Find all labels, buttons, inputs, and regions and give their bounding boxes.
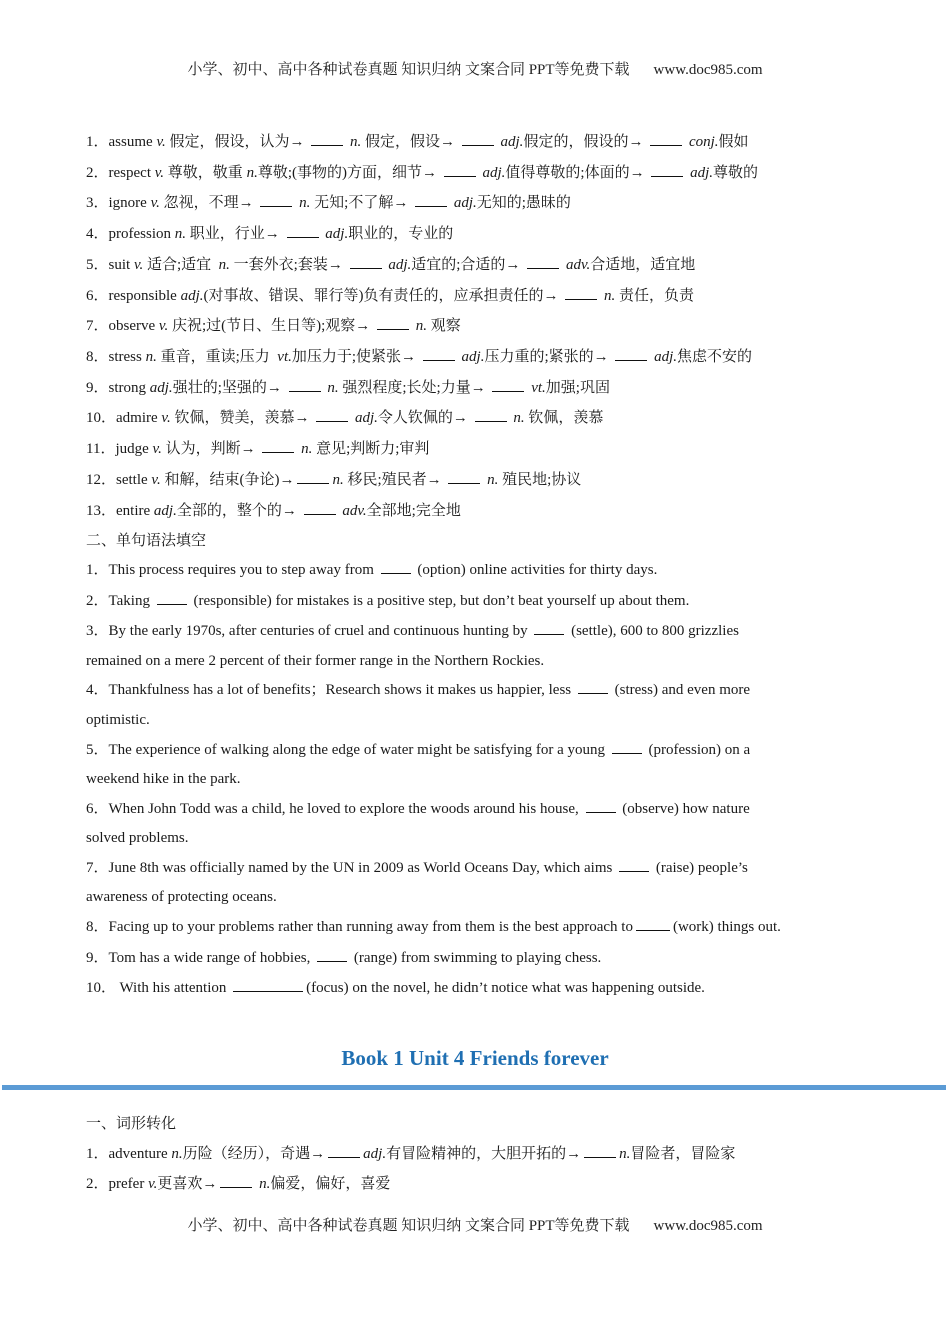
answer-blank[interactable] <box>423 348 455 361</box>
page-header <box>0 58 950 79</box>
answer-blank[interactable] <box>527 256 559 269</box>
grammar-item: 7．June 8th was officially named by the UN in 2009 as World Oceans Day, which aims (raise) people’s <box>86 860 748 876</box>
answer-blank[interactable] <box>233 979 303 992</box>
answer-blank[interactable] <box>448 471 480 484</box>
answer-blank[interactable] <box>157 592 187 605</box>
word-form-item: 11．judge v. 认为，判断→ n. 意见;判断力;审判 <box>86 441 430 457</box>
grammar-item: 4．Thankfulness has a lot of benefits；Research shows it makes us happier, less (stress) and even more <box>86 682 751 698</box>
answer-blank[interactable] <box>350 256 382 269</box>
header-url[interactable]: www.doc985.com <box>653 62 763 78</box>
word-form-item: 12．settle v. 和解，结束(争论)→ n. 移民;殖民者→ n. 殖民地;协议 <box>86 472 582 488</box>
answer-blank[interactable] <box>462 133 494 146</box>
word-form-item: 2．respect v. 尊敬，敬重 n.尊敬;(事物的)方面，细节→ adj.值得尊敬的;体面的→ adj.尊敬的 <box>86 165 759 181</box>
answer-blank[interactable] <box>651 164 683 177</box>
header-text: 小学、初中、高中各种试卷真题 知识归纳 文案合同 PPT等免费下载 <box>187 62 630 78</box>
answer-blank[interactable] <box>475 409 507 422</box>
unit-divider <box>2 1085 946 1090</box>
grammar-item: 6．When John Todd was a child, he loved to explore the woods around his house, (observe) how nature <box>86 801 750 817</box>
page-footer <box>0 1214 950 1235</box>
answer-blank[interactable] <box>492 379 524 392</box>
answer-blank[interactable] <box>565 287 597 300</box>
word-form-item: 6．responsible adj.(对事故、错误、罪行等)负有责任的，应承担责任的→ n. 责任，负责 <box>86 288 695 304</box>
section-title-grammar: 二、单句语法填空 <box>86 533 207 549</box>
grammar-item: 2．Taking (responsible) for mistakes is a positive step, but don’t beat yourself up about them. <box>86 593 690 609</box>
word-form-item: 7．observe v. 庆祝;过(节日、生日等);观察→ n. 观察 <box>86 318 461 334</box>
word-form-item: 4．profession n. 职业，行业→ adj.职业的，专业的 <box>86 226 454 242</box>
answer-blank[interactable] <box>444 164 476 177</box>
answer-blank[interactable] <box>415 194 447 207</box>
grammar-item-continued: optimistic. <box>86 712 150 728</box>
answer-blank[interactable] <box>612 741 642 754</box>
answer-blank[interactable] <box>578 681 608 694</box>
grammar-item-continued: awareness of protecting oceans. <box>86 889 277 905</box>
word-form-item: 10．admire v. 钦佩，赞美，羡慕→ adj.令人钦佩的→ n. 钦佩，羡慕 <box>86 410 604 426</box>
footer-text: 小学、初中、高中各种试卷真题 知识归纳 文案合同 PPT等免费下载 <box>187 1218 630 1234</box>
grammar-item-continued: solved problems. <box>86 830 189 846</box>
section-title-word-forms: 一、词形转化 <box>86 1116 177 1132</box>
grammar-item: 9．Tom has a wide range of hobbies, (range) from swimming to playing chess. <box>86 950 602 966</box>
answer-blank[interactable] <box>534 622 564 635</box>
answer-blank[interactable] <box>377 317 409 330</box>
answer-blank[interactable] <box>311 133 343 146</box>
word-form-item: 2．prefer v.更喜欢→ n.偏爱，偏好，喜爱 <box>86 1176 391 1192</box>
unit-title: Book 1 Unit 4 Friends forever <box>341 1046 609 1070</box>
word-form-item: 9．strong adj.强壮的;坚强的→ n. 强烈程度;长处;力量→ vt.加强;巩固 <box>86 380 610 396</box>
word-form-item: 13．entire adj.全部的，整个的→ adv.全部地;完全地 <box>86 503 461 519</box>
answer-blank[interactable] <box>615 348 647 361</box>
grammar-item: 3．By the early 1970s, after centuries of cruel and continuous hunting by (settle), 600 to 800 grizzlies <box>86 623 739 639</box>
answer-blank[interactable] <box>650 133 682 146</box>
word-form-item: 8．stress n. 重音，重读;压力 vt.加压力于;使紧张→ adj.压力重的;紧张的→ adj.焦虑不安的 <box>86 349 753 365</box>
answer-blank[interactable] <box>586 800 616 813</box>
footer-url[interactable]: www.doc985.com <box>653 1218 763 1234</box>
answer-blank[interactable] <box>316 409 348 422</box>
answer-blank[interactable] <box>297 471 329 484</box>
answer-blank[interactable] <box>262 440 294 453</box>
word-form-item: 5．suit v. 适合;适宜 n. 一套外衣;套装→ adj.适宜的;合适的→ adv.合适地，适宜地 <box>86 257 696 273</box>
word-form-item: 1．assume v. 假定，假设，认为→ n. 假定，假设→ adj.假定的，假设的→ conj.假如 <box>86 134 749 150</box>
answer-blank[interactable] <box>636 918 670 931</box>
grammar-item: 5．The experience of walking along the edge of water might be satisfying for a young (profession) on a <box>86 742 751 758</box>
answer-blank[interactable] <box>619 859 649 872</box>
grammar-item: 10． With his attention (focus) on the novel, he didn’t notice what was happening outside. <box>86 980 705 996</box>
grammar-item: 1．This process requires you to step away from (option) online activities for thirty days. <box>86 562 658 578</box>
answer-blank[interactable] <box>317 949 347 962</box>
answer-blank[interactable] <box>381 561 411 574</box>
answer-blank[interactable] <box>584 1145 616 1158</box>
answer-blank[interactable] <box>328 1145 360 1158</box>
answer-blank[interactable] <box>287 225 319 238</box>
answer-blank[interactable] <box>220 1175 252 1188</box>
grammar-item-continued: weekend hike in the park. <box>86 771 241 787</box>
word-form-item: 1．adventure n.历险（经历），奇遇→ adj.有冒险精神的，大胆开拓的→ n.冒险者，冒险家 <box>86 1146 736 1162</box>
answer-blank[interactable] <box>260 194 292 207</box>
grammar-item: 8．Facing up to your problems rather than running away from them is the best approach to (work) things out. <box>86 919 781 935</box>
answer-blank[interactable] <box>304 502 336 515</box>
word-form-item: 3．ignore v. 忽视，不理→ n. 无知;不了解→ adj.无知的;愚昧的 <box>86 195 571 211</box>
answer-blank[interactable] <box>289 379 321 392</box>
grammar-item-continued: remained on a mere 2 percent of their former range in the Northern Rockies. <box>86 653 545 669</box>
